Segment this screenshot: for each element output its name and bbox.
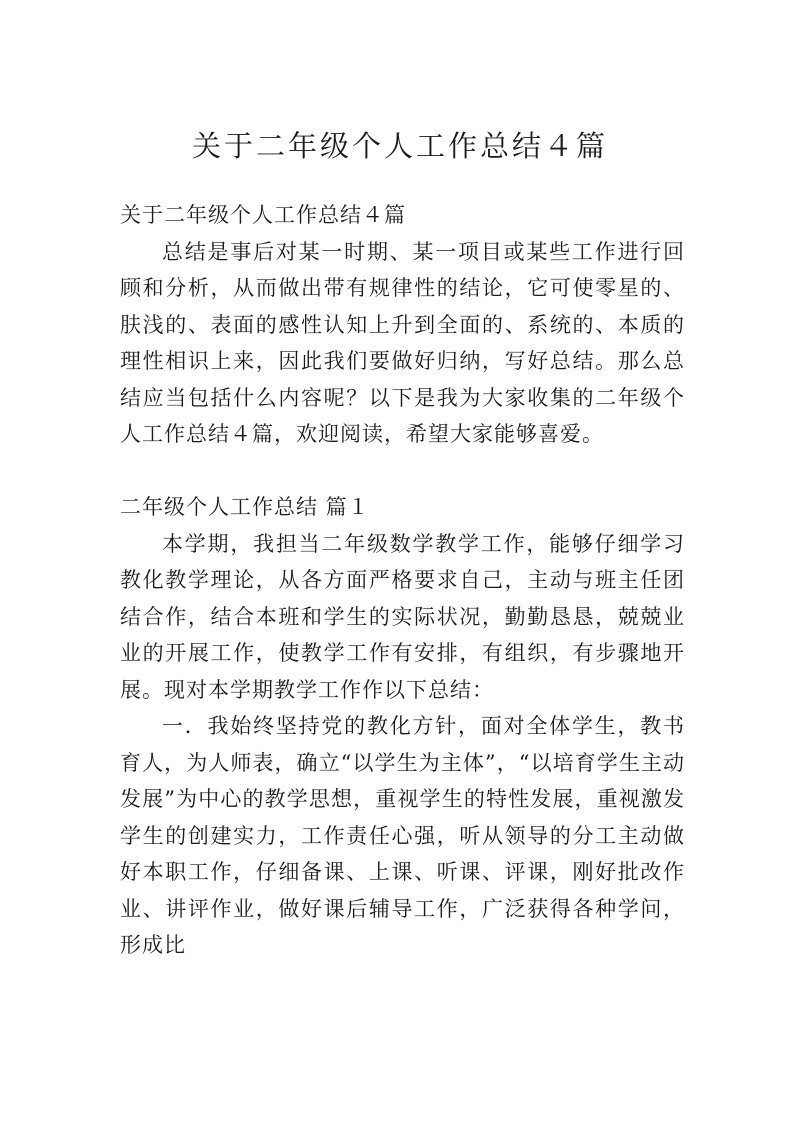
document-body bbox=[120, 197, 685, 964]
intro-paragraph: 总结是事后对某一时期、某一项目或某些工作进行回顾和分析，从而做出带有规律性的结论，它可使零星的、肤浅的、表面的感性认知上升到全面的、系统的、本质的理性相识上来，因此我们要做好归纳，写好总结。那么总结应当包括什么内容呢？以下是我为大家收集的二年级个人工作总结４篇，欢迎阅读，希望大家能够喜爱。 bbox=[120, 239, 685, 446]
document-title: 关于二年级个人工作总结４篇 bbox=[191, 129, 608, 163]
section-paragraph: 一．我始终坚持党的教化方针，面对全体学生，教书育人，为人师表，确立“以学生为主体”，“以培育学生主动发展”为中心的教学思想，重视学生的特性发展，重视激发学生的创建实力，工作责任心强，听从领导的分工主动做好本职工作，仔细备课、上课、听课、评课，刚好批改作业、讲评作业，做好课后辅导工作，广泛获得各种学问，形成比 bbox=[120, 714, 685, 957]
section-heading: 二年级个人工作总结 篇１ bbox=[120, 495, 370, 519]
section-paragraph: 本学期，我担当二年级数学教学工作，能够仔细学习教化教学理论，从各方面严格要求自己，主动与班主任团结合作，结合本班和学生的实际状况，勤勤恳恳，兢兢业业的开展工作，使教学工作有安排，有组织，有步骤地开展。现对本学期教学工作作以下总结： bbox=[120, 531, 685, 702]
paragraph-gap bbox=[120, 453, 685, 490]
document-subtitle: 关于二年级个人工作总结４篇 bbox=[120, 203, 406, 227]
